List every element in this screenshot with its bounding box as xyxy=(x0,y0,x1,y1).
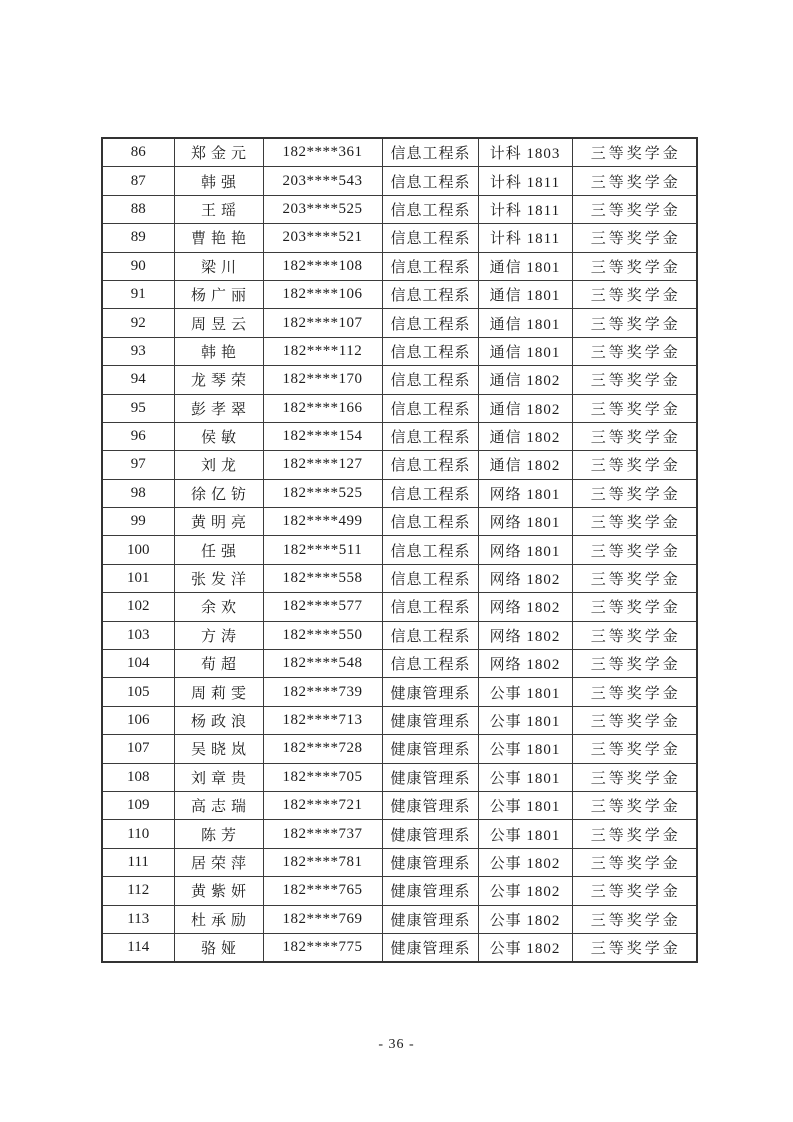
cell-no: 103 xyxy=(102,621,174,649)
cell-name: 彭孝翠 xyxy=(174,394,263,422)
table-row xyxy=(102,422,697,450)
cell-class_name: 通信 1802 xyxy=(478,366,572,394)
cell-no: 113 xyxy=(102,905,174,933)
cell-student_id: 182****106 xyxy=(263,280,382,308)
cell-name: 梁川 xyxy=(174,252,263,280)
cell-name: 徐亿钫 xyxy=(174,479,263,507)
cell-class_name: 公事 1802 xyxy=(478,933,572,962)
table-row xyxy=(102,791,697,819)
cell-student_id: 182****739 xyxy=(263,678,382,706)
cell-class_name: 计科 1811 xyxy=(478,167,572,195)
table-row xyxy=(102,337,697,365)
cell-name: 周莉雯 xyxy=(174,678,263,706)
cell-department: 信息工程系 xyxy=(382,451,478,479)
cell-award: 三等奖学金 xyxy=(572,224,697,252)
cell-award: 三等奖学金 xyxy=(572,848,697,876)
cell-name: 侯敏 xyxy=(174,422,263,450)
cell-class_name: 网络 1801 xyxy=(478,508,572,536)
cell-student_id: 182****548 xyxy=(263,650,382,678)
cell-student_id: 182****705 xyxy=(263,763,382,791)
table-row xyxy=(102,224,697,252)
cell-no: 89 xyxy=(102,224,174,252)
cell-department: 信息工程系 xyxy=(382,593,478,621)
cell-class_name: 公事 1801 xyxy=(478,678,572,706)
cell-award: 三等奖学金 xyxy=(572,564,697,592)
cell-student_id: 182****166 xyxy=(263,394,382,422)
cell-department: 健康管理系 xyxy=(382,933,478,962)
cell-award: 三等奖学金 xyxy=(572,337,697,365)
cell-name: 郑金元 xyxy=(174,138,263,167)
cell-department: 健康管理系 xyxy=(382,877,478,905)
cell-class_name: 计科 1803 xyxy=(478,138,572,167)
cell-student_id: 182****713 xyxy=(263,706,382,734)
cell-no: 108 xyxy=(102,763,174,791)
cell-no: 109 xyxy=(102,791,174,819)
cell-award: 三等奖学金 xyxy=(572,366,697,394)
cell-award: 三等奖学金 xyxy=(572,280,697,308)
cell-name: 张发洋 xyxy=(174,564,263,592)
table-row xyxy=(102,280,697,308)
cell-class_name: 网络 1801 xyxy=(478,479,572,507)
table-row xyxy=(102,195,697,223)
cell-award: 三等奖学金 xyxy=(572,706,697,734)
cell-no: 93 xyxy=(102,337,174,365)
table-row xyxy=(102,735,697,763)
cell-name: 杨政浪 xyxy=(174,706,263,734)
cell-award: 三等奖学金 xyxy=(572,536,697,564)
scholarship-table xyxy=(101,137,698,963)
cell-student_id: 182****721 xyxy=(263,791,382,819)
cell-department: 健康管理系 xyxy=(382,735,478,763)
cell-no: 102 xyxy=(102,593,174,621)
cell-name: 居荣萍 xyxy=(174,848,263,876)
cell-award: 三等奖学金 xyxy=(572,877,697,905)
cell-no: 111 xyxy=(102,848,174,876)
table-row xyxy=(102,621,697,649)
cell-no: 91 xyxy=(102,280,174,308)
cell-class_name: 网络 1802 xyxy=(478,593,572,621)
scholarship-table-body xyxy=(102,138,697,962)
cell-class_name: 通信 1801 xyxy=(478,252,572,280)
table-row xyxy=(102,820,697,848)
cell-department: 健康管理系 xyxy=(382,678,478,706)
cell-student_id: 182****108 xyxy=(263,252,382,280)
cell-name: 骆娅 xyxy=(174,933,263,962)
cell-department: 信息工程系 xyxy=(382,337,478,365)
cell-name: 周昱云 xyxy=(174,309,263,337)
cell-award: 三等奖学金 xyxy=(572,650,697,678)
cell-name: 任强 xyxy=(174,536,263,564)
cell-award: 三等奖学金 xyxy=(572,593,697,621)
cell-class_name: 计科 1811 xyxy=(478,224,572,252)
cell-award: 三等奖学金 xyxy=(572,138,697,167)
table-row xyxy=(102,848,697,876)
cell-department: 健康管理系 xyxy=(382,848,478,876)
cell-class_name: 公事 1801 xyxy=(478,791,572,819)
cell-no: 88 xyxy=(102,195,174,223)
table-row xyxy=(102,479,697,507)
cell-no: 99 xyxy=(102,508,174,536)
cell-name: 王瑶 xyxy=(174,195,263,223)
cell-award: 三等奖学金 xyxy=(572,167,697,195)
cell-department: 信息工程系 xyxy=(382,252,478,280)
table-row xyxy=(102,508,697,536)
cell-department: 信息工程系 xyxy=(382,508,478,536)
cell-department: 信息工程系 xyxy=(382,536,478,564)
cell-no: 107 xyxy=(102,735,174,763)
table-row xyxy=(102,650,697,678)
cell-student_id: 182****550 xyxy=(263,621,382,649)
cell-department: 信息工程系 xyxy=(382,195,478,223)
cell-student_id: 182****499 xyxy=(263,508,382,536)
table-row xyxy=(102,394,697,422)
cell-award: 三等奖学金 xyxy=(572,195,697,223)
cell-student_id: 182****170 xyxy=(263,366,382,394)
cell-student_id: 182****127 xyxy=(263,451,382,479)
table-row xyxy=(102,366,697,394)
cell-department: 信息工程系 xyxy=(382,650,478,678)
cell-department: 健康管理系 xyxy=(382,905,478,933)
cell-no: 104 xyxy=(102,650,174,678)
cell-award: 三等奖学金 xyxy=(572,508,697,536)
cell-no: 96 xyxy=(102,422,174,450)
cell-no: 105 xyxy=(102,678,174,706)
cell-student_id: 182****781 xyxy=(263,848,382,876)
cell-award: 三等奖学金 xyxy=(572,252,697,280)
cell-name: 吴晓岚 xyxy=(174,735,263,763)
scholarship-table-container xyxy=(101,137,698,963)
cell-name: 韩艳 xyxy=(174,337,263,365)
table-row xyxy=(102,309,697,337)
table-row xyxy=(102,706,697,734)
cell-name: 韩强 xyxy=(174,167,263,195)
cell-award: 三等奖学金 xyxy=(572,933,697,962)
cell-department: 信息工程系 xyxy=(382,479,478,507)
cell-no: 101 xyxy=(102,564,174,592)
cell-name: 方涛 xyxy=(174,621,263,649)
cell-department: 信息工程系 xyxy=(382,394,478,422)
table-row xyxy=(102,933,697,962)
cell-no: 112 xyxy=(102,877,174,905)
cell-class_name: 公事 1801 xyxy=(478,735,572,763)
cell-award: 三等奖学金 xyxy=(572,621,697,649)
cell-department: 信息工程系 xyxy=(382,564,478,592)
cell-student_id: 182****577 xyxy=(263,593,382,621)
cell-name: 黄紫妍 xyxy=(174,877,263,905)
cell-award: 三等奖学金 xyxy=(572,820,697,848)
cell-class_name: 网络 1801 xyxy=(478,536,572,564)
cell-name: 荀超 xyxy=(174,650,263,678)
cell-class_name: 公事 1802 xyxy=(478,877,572,905)
cell-class_name: 网络 1802 xyxy=(478,650,572,678)
table-row xyxy=(102,678,697,706)
cell-class_name: 公事 1801 xyxy=(478,820,572,848)
cell-student_id: 203****525 xyxy=(263,195,382,223)
cell-department: 信息工程系 xyxy=(382,138,478,167)
cell-name: 余欢 xyxy=(174,593,263,621)
cell-award: 三等奖学金 xyxy=(572,678,697,706)
cell-award: 三等奖学金 xyxy=(572,791,697,819)
cell-student_id: 182****511 xyxy=(263,536,382,564)
table-row xyxy=(102,536,697,564)
table-row xyxy=(102,905,697,933)
cell-no: 87 xyxy=(102,167,174,195)
cell-department: 信息工程系 xyxy=(382,366,478,394)
table-row xyxy=(102,877,697,905)
cell-department: 信息工程系 xyxy=(382,167,478,195)
cell-student_id: 182****112 xyxy=(263,337,382,365)
cell-class_name: 网络 1802 xyxy=(478,621,572,649)
cell-student_id: 182****558 xyxy=(263,564,382,592)
cell-department: 信息工程系 xyxy=(382,309,478,337)
cell-name: 曹艳艳 xyxy=(174,224,263,252)
cell-class_name: 公事 1802 xyxy=(478,848,572,876)
cell-award: 三等奖学金 xyxy=(572,479,697,507)
cell-student_id: 182****525 xyxy=(263,479,382,507)
cell-name: 陈芳 xyxy=(174,820,263,848)
cell-no: 92 xyxy=(102,309,174,337)
cell-no: 86 xyxy=(102,138,174,167)
cell-student_id: 203****521 xyxy=(263,224,382,252)
cell-name: 杜承励 xyxy=(174,905,263,933)
table-row xyxy=(102,593,697,621)
cell-no: 98 xyxy=(102,479,174,507)
cell-award: 三等奖学金 xyxy=(572,309,697,337)
cell-class_name: 通信 1801 xyxy=(478,280,572,308)
cell-award: 三等奖学金 xyxy=(572,763,697,791)
cell-department: 健康管理系 xyxy=(382,763,478,791)
cell-name: 高志瑞 xyxy=(174,791,263,819)
cell-class_name: 通信 1802 xyxy=(478,394,572,422)
cell-department: 信息工程系 xyxy=(382,621,478,649)
cell-department: 健康管理系 xyxy=(382,791,478,819)
cell-class_name: 计科 1811 xyxy=(478,195,572,223)
table-row xyxy=(102,763,697,791)
cell-class_name: 通信 1802 xyxy=(478,422,572,450)
cell-name: 杨广丽 xyxy=(174,280,263,308)
cell-no: 90 xyxy=(102,252,174,280)
cell-student_id: 182****361 xyxy=(263,138,382,167)
table-row xyxy=(102,451,697,479)
cell-name: 刘龙 xyxy=(174,451,263,479)
table-row xyxy=(102,138,697,167)
cell-no: 94 xyxy=(102,366,174,394)
cell-no: 106 xyxy=(102,706,174,734)
cell-department: 信息工程系 xyxy=(382,280,478,308)
cell-no: 110 xyxy=(102,820,174,848)
cell-class_name: 通信 1801 xyxy=(478,337,572,365)
table-row xyxy=(102,167,697,195)
cell-department: 健康管理系 xyxy=(382,706,478,734)
cell-student_id: 203****543 xyxy=(263,167,382,195)
cell-class_name: 公事 1801 xyxy=(478,763,572,791)
cell-name: 龙琴荣 xyxy=(174,366,263,394)
cell-student_id: 182****769 xyxy=(263,905,382,933)
table-row xyxy=(102,564,697,592)
cell-award: 三等奖学金 xyxy=(572,394,697,422)
cell-student_id: 182****154 xyxy=(263,422,382,450)
cell-class_name: 网络 1802 xyxy=(478,564,572,592)
cell-department: 信息工程系 xyxy=(382,422,478,450)
cell-student_id: 182****107 xyxy=(263,309,382,337)
cell-no: 114 xyxy=(102,933,174,962)
cell-name: 黄明亮 xyxy=(174,508,263,536)
cell-student_id: 182****737 xyxy=(263,820,382,848)
cell-student_id: 182****765 xyxy=(263,877,382,905)
cell-class_name: 通信 1802 xyxy=(478,451,572,479)
cell-award: 三等奖学金 xyxy=(572,422,697,450)
cell-award: 三等奖学金 xyxy=(572,451,697,479)
cell-no: 100 xyxy=(102,536,174,564)
cell-award: 三等奖学金 xyxy=(572,735,697,763)
cell-no: 95 xyxy=(102,394,174,422)
cell-student_id: 182****728 xyxy=(263,735,382,763)
table-row xyxy=(102,252,697,280)
cell-no: 97 xyxy=(102,451,174,479)
cell-class_name: 公事 1802 xyxy=(478,905,572,933)
page-number: - 36 - xyxy=(378,1037,415,1052)
cell-award: 三等奖学金 xyxy=(572,905,697,933)
cell-class_name: 通信 1801 xyxy=(478,309,572,337)
cell-department: 健康管理系 xyxy=(382,820,478,848)
cell-class_name: 公事 1801 xyxy=(478,706,572,734)
cell-name: 刘章贵 xyxy=(174,763,263,791)
cell-department: 信息工程系 xyxy=(382,224,478,252)
cell-student_id: 182****775 xyxy=(263,933,382,962)
